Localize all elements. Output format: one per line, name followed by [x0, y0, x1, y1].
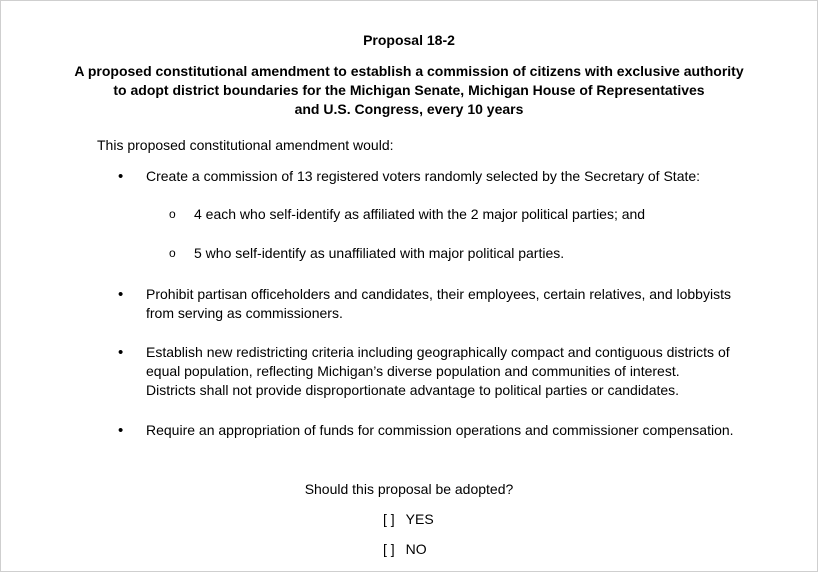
- list-item-create-commission: [146, 167, 700, 186]
- sub-item-affiliated: 4 each who self-identify as affiliated with the 2 major political parties; and: [194, 206, 646, 222]
- list-item-line: Require an appropriation of funds for commission operations and commissioner compensation.: [146, 422, 734, 438]
- yes-checkbox[interactable]: [ ]: [383, 511, 395, 527]
- sub-bullet-marker: o: [169, 246, 176, 260]
- ballot-title-line: A proposed constitutional amendment to establish a commission of citizens with exclusive authority: [74, 63, 744, 79]
- proposal-number: Proposal 18-2: [363, 32, 455, 48]
- no-label: NO: [405, 541, 427, 557]
- list-item-redistricting-criteria: [146, 343, 730, 400]
- bullet-marker: •: [118, 168, 124, 185]
- yes-choice[interactable]: [383, 511, 434, 527]
- list-item-line: Establish new redistricting criteria including geographically compact and contiguous districts of: [146, 344, 730, 360]
- list-item-line: equal population, reflecting Michigan’s diverse population and communities of interest.: [146, 363, 680, 379]
- list-item-line: Districts shall not provide disproportionate advantage to political parties or candidates.: [146, 382, 680, 398]
- ballot-title-line: and U.S. Congress, every 10 years: [294, 101, 524, 117]
- list-item-line: Create a commission of 13 registered voters randomly selected by the Secretary of State:: [146, 168, 701, 184]
- ballot-question: Should this proposal be adopted?: [304, 481, 514, 497]
- bullet-marker: •: [118, 344, 124, 361]
- bullet-marker: •: [118, 422, 124, 439]
- ballot-title-line: to adopt district boundaries for the Michigan Senate, Michigan House of Representatives: [113, 82, 705, 98]
- sub-bullet-marker: o: [169, 207, 176, 221]
- yes-label: YES: [405, 511, 434, 527]
- no-checkbox[interactable]: [ ]: [383, 541, 395, 557]
- sub-item-unaffiliated: 5 who self-identify as unaffiliated with major political parties.: [194, 245, 565, 261]
- list-item-line: from serving as commissioners.: [146, 305, 343, 321]
- no-choice[interactable]: [383, 541, 427, 557]
- list-item-line: Prohibit partisan officeholders and candidates, their employees, certain relatives, and lobbyists: [146, 286, 731, 302]
- ballot-title: [1, 62, 817, 119]
- intro-text: This proposed constitutional amendment would:: [97, 137, 394, 153]
- list-item-appropriation: [146, 421, 734, 440]
- list-item-prohibit-partisans: [146, 285, 731, 323]
- bullet-marker: •: [118, 286, 124, 303]
